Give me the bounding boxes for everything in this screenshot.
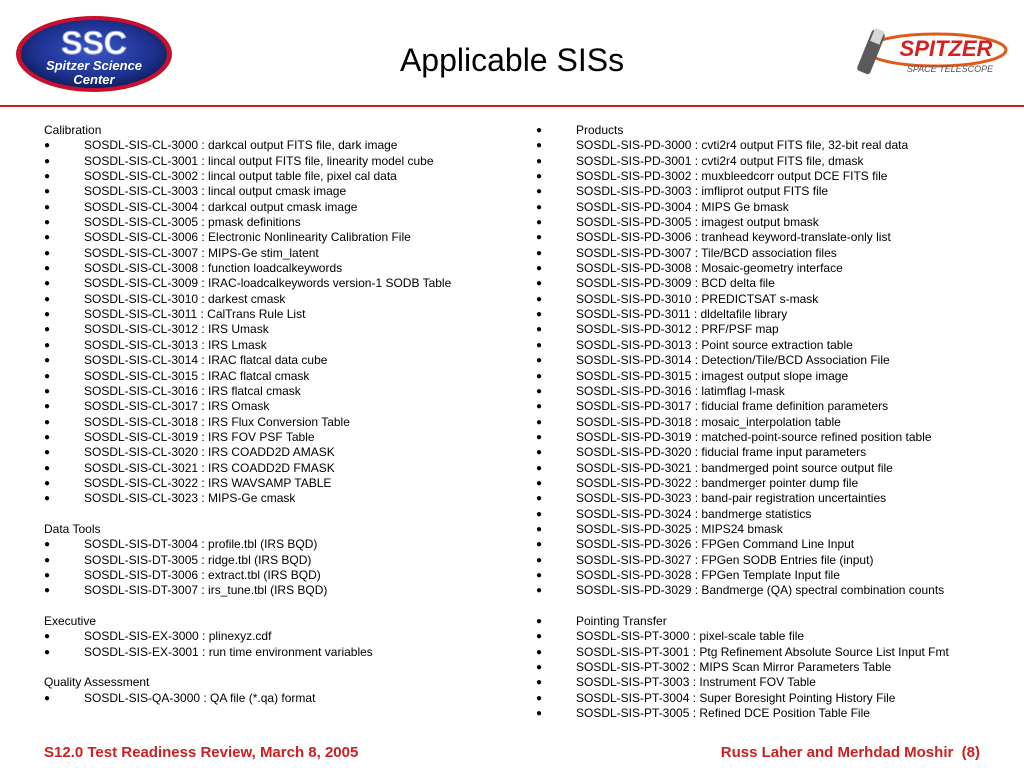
bullet-icon: ●: [44, 293, 51, 305]
bullet-icon: ●: [536, 447, 543, 459]
bullet-icon: ●: [536, 155, 543, 167]
bullet-icon: ●: [536, 416, 543, 428]
bullet-icon: ●: [44, 247, 51, 259]
list-item-label: SOSDL-SIS-PD-3013 : Point source extraction table: [576, 337, 853, 352]
list-item-label: SOSDL-SIS-PD-3011 : dldeltafile library: [576, 307, 788, 322]
bullet-icon: ●: [44, 278, 51, 290]
list-item-label: SOSDL-SIS-CL-3012 : IRS Umask: [84, 322, 269, 337]
list-item-label: SOSDL-SIS-PT-3004 : Super Boresight Pointing History File: [576, 690, 896, 705]
section-gap: [536, 599, 1006, 614]
list-item-label: SOSDL-SIS-PD-3024 : bandmerge statistics: [576, 506, 812, 521]
list-item-label: SOSDL-SIS-PT-3003 : Instrument FOV Table: [576, 675, 816, 690]
bullet-icon: ●: [44, 355, 51, 367]
list-item-label: SOSDL-SIS-PD-3029 : Bandmerge (QA) spectral combination counts: [576, 583, 945, 598]
svg-text:SSC: SSC: [61, 25, 127, 61]
list-item-label: SOSDL-SIS-CL-3014 : IRAC flatcal data cube: [84, 353, 328, 368]
list-item-label: SOSDL-SIS-PD-3000 : cvti2r4 output FITS file, 32-bit real data: [576, 138, 909, 153]
list-item: [44, 583, 514, 598]
list-item-label: SOSDL-SIS-PD-3021 : bandmerged point source output file: [576, 460, 893, 475]
list-item: [536, 322, 1006, 337]
list-item-label: SOSDL-SIS-CL-3008 : function loadcalkeywords: [84, 261, 343, 276]
list-item: [44, 200, 514, 215]
list-item: [44, 645, 514, 660]
list-item-label: SOSDL-SIS-PD-3028 : FPGen Template Input file: [576, 567, 840, 582]
list-item: [536, 537, 1006, 552]
right-column: [536, 123, 1006, 721]
bullet-icon: ●: [536, 554, 543, 566]
list-item-label: SOSDL-SIS-CL-3023 : MIPS-Ge cmask: [84, 491, 296, 506]
list-item: [44, 353, 514, 368]
list-item: [44, 430, 514, 445]
list-item-label: SOSDL-SIS-CL-3018 : IRS Flux Conversion Table: [84, 414, 350, 429]
list-item: [536, 292, 1006, 307]
list-item: [536, 430, 1006, 445]
left-column: [44, 123, 514, 706]
list-item: [44, 322, 514, 337]
list-item: [44, 215, 514, 230]
svg-text:SPACE TELESCOPE: SPACE TELESCOPE: [906, 64, 994, 74]
list-item: [536, 261, 1006, 276]
bullet-icon: ●: [44, 217, 51, 229]
list-item-label: SOSDL-SIS-EX-3001 : run time environment variables: [84, 644, 373, 659]
bullet-icon: ●: [44, 554, 51, 566]
list-item-label: SOSDL-SIS-DT-3006 : extract.tbl (IRS BQD): [84, 567, 321, 582]
list-item: [536, 461, 1006, 476]
list-item-label: SOSDL-SIS-CL-3002 : lincal output table file, pixel cal data: [84, 169, 397, 184]
section-heading: Data Tools: [44, 521, 101, 536]
list-item: [536, 476, 1006, 491]
section-heading: [536, 614, 1006, 629]
svg-text:Spitzer Science: Spitzer Science: [45, 58, 143, 73]
list-item: [536, 154, 1006, 169]
list-item-label: SOSDL-SIS-CL-3017 : IRS Omask: [84, 399, 270, 414]
list-item: [44, 399, 514, 414]
bullet-icon: ●: [44, 171, 51, 183]
bullet-icon: ●: [536, 263, 543, 275]
bullet-icon: ●: [536, 201, 543, 213]
list-item-label: SOSDL-SIS-PD-3012 : PRF/PSF map: [576, 322, 779, 337]
bullet-icon: ●: [44, 447, 51, 459]
bullet-icon: ●: [536, 125, 543, 136]
bullet-icon: ●: [536, 324, 543, 336]
bullet-icon: ●: [536, 186, 543, 198]
bullet-icon: ●: [44, 385, 51, 397]
section-heading-label: Pointing Transfer: [576, 614, 667, 628]
bullet-icon: ●: [536, 569, 543, 581]
list-item: [44, 230, 514, 245]
list-item-label: SOSDL-SIS-PD-3023 : band-pair registration uncertainties: [576, 491, 887, 506]
list-item-label: SOSDL-SIS-PT-3000 : pixel-scale table file: [576, 629, 805, 644]
list-item: [536, 338, 1006, 353]
bullet-icon: ●: [44, 462, 51, 474]
list-item-label: SOSDL-SIS-PD-3022 : bandmerger pointer dump file: [576, 475, 859, 490]
list-item-label: SOSDL-SIS-PD-3005 : imagest output bmask: [576, 215, 819, 230]
list-item: [536, 660, 1006, 675]
list-item: [536, 629, 1006, 644]
bullet-icon: ●: [536, 339, 543, 351]
svg-text:Center: Center: [73, 72, 115, 87]
bullet-icon: ●: [536, 217, 543, 229]
list-item-label: SOSDL-SIS-PD-3018 : mosaic_interpolation table: [576, 414, 841, 429]
list-item-label: SOSDL-SIS-PD-3007 : Tile/BCD association files: [576, 245, 837, 260]
bullet-icon: ●: [536, 370, 543, 382]
list-item-label: SOSDL-SIS-CL-3006 : Electronic Nonlinearity Calibration File: [84, 230, 411, 245]
bullet-icon: ●: [536, 401, 543, 413]
list-item-label: SOSDL-SIS-PD-3015 : imagest output slope image: [576, 368, 849, 383]
bullet-icon: ●: [44, 477, 51, 489]
list-item: [44, 169, 514, 184]
list-item: [44, 568, 514, 583]
list-item-label: SOSDL-SIS-CL-3020 : IRS COADD2D AMASK: [84, 445, 335, 460]
list-item-label: SOSDL-SIS-CL-3005 : pmask definitions: [84, 215, 301, 230]
bullet-icon: ●: [536, 309, 543, 321]
list-item-label: SOSDL-SIS-PD-3014 : Detection/Tile/BCD Association File: [576, 353, 890, 368]
bullet-icon: ●: [536, 477, 543, 489]
bullet-icon: ●: [44, 585, 51, 597]
list-item: [44, 537, 514, 552]
footer-left-text: S12.0 Test Readiness Review, March 8, 2005: [44, 744, 359, 761]
section-gap: [44, 507, 514, 522]
list-item-label: SOSDL-SIS-PD-3016 : latimflag l-mask: [576, 383, 785, 398]
bullet-icon: ●: [536, 539, 543, 551]
list-item-label: SOSDL-SIS-DT-3005 : ridge.tbl (IRS BQD): [84, 552, 312, 567]
list-item: [44, 384, 514, 399]
list-item: [44, 461, 514, 476]
list-item-label: SOSDL-SIS-PT-3001 : Ptg Refinement Absolute Source List Input Fmt: [576, 644, 949, 659]
list-item: [536, 384, 1006, 399]
list-item: [44, 246, 514, 261]
list-item-label: SOSDL-SIS-PD-3019 : matched-point-source refined position table: [576, 429, 932, 444]
bullet-icon: ●: [44, 324, 51, 336]
bullet-icon: ●: [536, 171, 543, 183]
list-item-label: SOSDL-SIS-PT-3005 : Refined DCE Position Table File: [576, 706, 870, 721]
list-item: [44, 276, 514, 291]
telescope-icon: [856, 28, 885, 75]
section-heading-label: Products: [576, 123, 624, 137]
list-item: [536, 353, 1006, 368]
list-item: [44, 476, 514, 491]
bullet-icon: ●: [536, 662, 543, 674]
list-item-label: SOSDL-SIS-PD-3006 : tranhead keyword-translate-only list: [576, 230, 891, 245]
list-item: [536, 691, 1006, 706]
list-item: [44, 184, 514, 199]
list-item-label: SOSDL-SIS-CL-3016 : IRS flatcal cmask: [84, 383, 301, 398]
list-item: [536, 415, 1006, 430]
bullet-icon: ●: [44, 401, 51, 413]
list-item-label: SOSDL-SIS-CL-3004 : darkcal output cmask image: [84, 199, 358, 214]
bullet-icon: ●: [536, 431, 543, 443]
bullet-icon: ●: [536, 232, 543, 244]
bullet-icon: ●: [44, 201, 51, 213]
bullet-icon: ●: [44, 232, 51, 244]
section-heading: Executive: [44, 614, 97, 628]
bullet-icon: ●: [44, 692, 51, 704]
list-item: [536, 307, 1006, 322]
section-heading: Calibration: [44, 123, 102, 137]
list-item-label: SOSDL-SIS-PD-3020 : fiducial frame input parameters: [576, 445, 867, 460]
list-item: [536, 369, 1006, 384]
list-item-label: SOSDL-SIS-PD-3002 : muxbleedcorr output DCE FITS file: [576, 169, 888, 184]
list-item-label: SOSDL-SIS-CL-3000 : darkcal output FITS file, dark image: [84, 138, 398, 153]
bullet-icon: ●: [44, 155, 51, 167]
list-item: [44, 553, 514, 568]
list-item: [44, 154, 514, 169]
bullet-icon: ●: [536, 646, 543, 658]
list-item: [536, 706, 1006, 721]
list-item: [536, 200, 1006, 215]
list-item: [536, 230, 1006, 245]
list-item: [44, 338, 514, 353]
bullet-icon: ●: [44, 493, 51, 505]
list-item: [536, 568, 1006, 583]
list-item-label: SOSDL-SIS-PD-3004 : MIPS Ge bmask: [576, 199, 789, 214]
list-item: [44, 629, 514, 644]
list-item: [536, 169, 1006, 184]
list-item-label: SOSDL-SIS-PD-3003 : imfliprot output FITS file: [576, 184, 829, 199]
list-item: [536, 399, 1006, 414]
list-item-label: SOSDL-SIS-CL-3019 : IRS FOV PSF Table: [84, 429, 315, 444]
list-item-label: SOSDL-SIS-CL-3010 : darkest cmask: [84, 291, 286, 306]
bullet-icon: ●: [536, 677, 543, 689]
bullet-icon: ●: [536, 585, 543, 597]
bullet-icon: ●: [536, 247, 543, 259]
list-item-label: SOSDL-SIS-CL-3011 : CalTrans Rule List: [84, 307, 306, 322]
list-item: [44, 292, 514, 307]
list-item-label: SOSDL-SIS-QA-3000 : QA file (*.qa) format: [84, 690, 316, 705]
list-item-label: SOSDL-SIS-CL-3021 : IRS COADD2D FMASK: [84, 460, 335, 475]
list-item: [536, 491, 1006, 506]
list-item-label: SOSDL-SIS-CL-3001 : lincal output FITS file, linearity model cube: [84, 153, 434, 168]
list-item: [536, 675, 1006, 690]
footer-right-text: Russ Laher and Merhdad Moshir (8): [720, 744, 980, 761]
list-item: [536, 522, 1006, 537]
bullet-icon: ●: [536, 631, 543, 643]
bullet-icon: ●: [44, 370, 51, 382]
list-item: [536, 184, 1006, 199]
spitzer-logo: [846, 22, 1010, 86]
bullet-icon: ●: [536, 523, 543, 535]
list-item-label: SOSDL-SIS-CL-3009 : IRAC-loadcalkeywords version-1 SODB Table: [84, 276, 452, 291]
list-item-label: SOSDL-SIS-CL-3022 : IRS WAVSAMP TABLE: [84, 475, 332, 490]
list-item-label: SOSDL-SIS-PD-3008 : Mosaic-geometry interface: [576, 261, 843, 276]
bullet-icon: ●: [536, 140, 543, 152]
list-item-label: SOSDL-SIS-CL-3003 : lincal output cmask image: [84, 184, 347, 199]
list-item: [536, 583, 1006, 598]
list-item: [536, 276, 1006, 291]
bullet-icon: ●: [44, 309, 51, 321]
bullet-icon: ●: [44, 186, 51, 198]
bullet-icon: ●: [536, 708, 543, 720]
section-gap: [44, 660, 514, 675]
page-title: Applicable SISs: [399, 42, 625, 78]
svg-text:SPITZER: SPITZER: [899, 36, 993, 61]
bullet-icon: ●: [44, 263, 51, 275]
list-item: [44, 307, 514, 322]
bullet-icon: ●: [536, 692, 543, 704]
list-item: [44, 369, 514, 384]
bullet-icon: ●: [536, 278, 543, 290]
list-item: [44, 445, 514, 460]
list-item: [536, 246, 1006, 261]
list-item: [536, 645, 1006, 660]
list-item-label: SOSDL-SIS-PD-3001 : cvti2r4 output FITS file, dmask: [576, 153, 864, 168]
bullet-icon: ●: [44, 539, 51, 551]
list-item: [536, 215, 1006, 230]
section-gap: [44, 599, 514, 614]
list-item: [44, 491, 514, 506]
bullet-icon: ●: [536, 493, 543, 505]
bullet-icon: ●: [536, 462, 543, 474]
bullet-icon: ●: [536, 508, 543, 520]
bullet-icon: ●: [44, 431, 51, 443]
bullet-icon: ●: [536, 385, 543, 397]
header-divider: [0, 105, 1024, 107]
list-item-label: SOSDL-SIS-CL-3015 : IRAC flatcal cmask: [84, 368, 310, 383]
list-item-label: SOSDL-SIS-PD-3027 : FPGen SODB Entries file (input): [576, 552, 874, 567]
list-item-label: SOSDL-SIS-DT-3004 : profile.tbl (IRS BQD): [84, 537, 318, 552]
bullet-icon: ●: [536, 616, 543, 627]
section-heading: Quality Assessment: [44, 675, 150, 690]
list-item-label: SOSDL-SIS-PD-3026 : FPGen Command Line Input: [576, 537, 855, 552]
list-item-label: SOSDL-SIS-PD-3025 : MIPS24 bmask: [576, 521, 783, 536]
list-item-label: SOSDL-SIS-DT-3007 : irs_tune.tbl (IRS BQD): [84, 583, 328, 598]
list-item: [44, 415, 514, 430]
list-item: [536, 138, 1006, 153]
list-item: [44, 691, 514, 706]
section-heading: [536, 123, 1006, 138]
list-item-label: SOSDL-SIS-CL-3007 : MIPS-Ge stim_latent: [84, 245, 319, 260]
bullet-icon: ●: [536, 293, 543, 305]
bullet-icon: ●: [536, 355, 543, 367]
list-item-label: SOSDL-SIS-EX-3000 : plinexyz.cdf: [84, 629, 272, 644]
bullet-icon: ●: [44, 646, 51, 658]
list-item: [536, 445, 1006, 460]
list-item-label: SOSDL-SIS-PD-3010 : PREDICTSAT s-mask: [576, 291, 819, 306]
list-item-label: SOSDL-SIS-CL-3013 : IRS Lmask: [84, 337, 267, 352]
list-item-label: SOSDL-SIS-PD-3017 : fiducial frame definition parameters: [576, 399, 889, 414]
list-item-label: SOSDL-SIS-PT-3002 : MIPS Scan Mirror Parameters Table: [576, 660, 892, 675]
list-item: [44, 138, 514, 153]
list-item: [536, 553, 1006, 568]
bullet-icon: ●: [44, 569, 51, 581]
list-item-label: SOSDL-SIS-PD-3009 : BCD delta file: [576, 276, 775, 291]
bullet-icon: ●: [44, 140, 51, 152]
bullet-icon: ●: [44, 416, 51, 428]
bullet-icon: ●: [44, 339, 51, 351]
list-item: [536, 507, 1006, 522]
bullet-icon: ●: [44, 631, 51, 643]
list-item: [44, 261, 514, 276]
